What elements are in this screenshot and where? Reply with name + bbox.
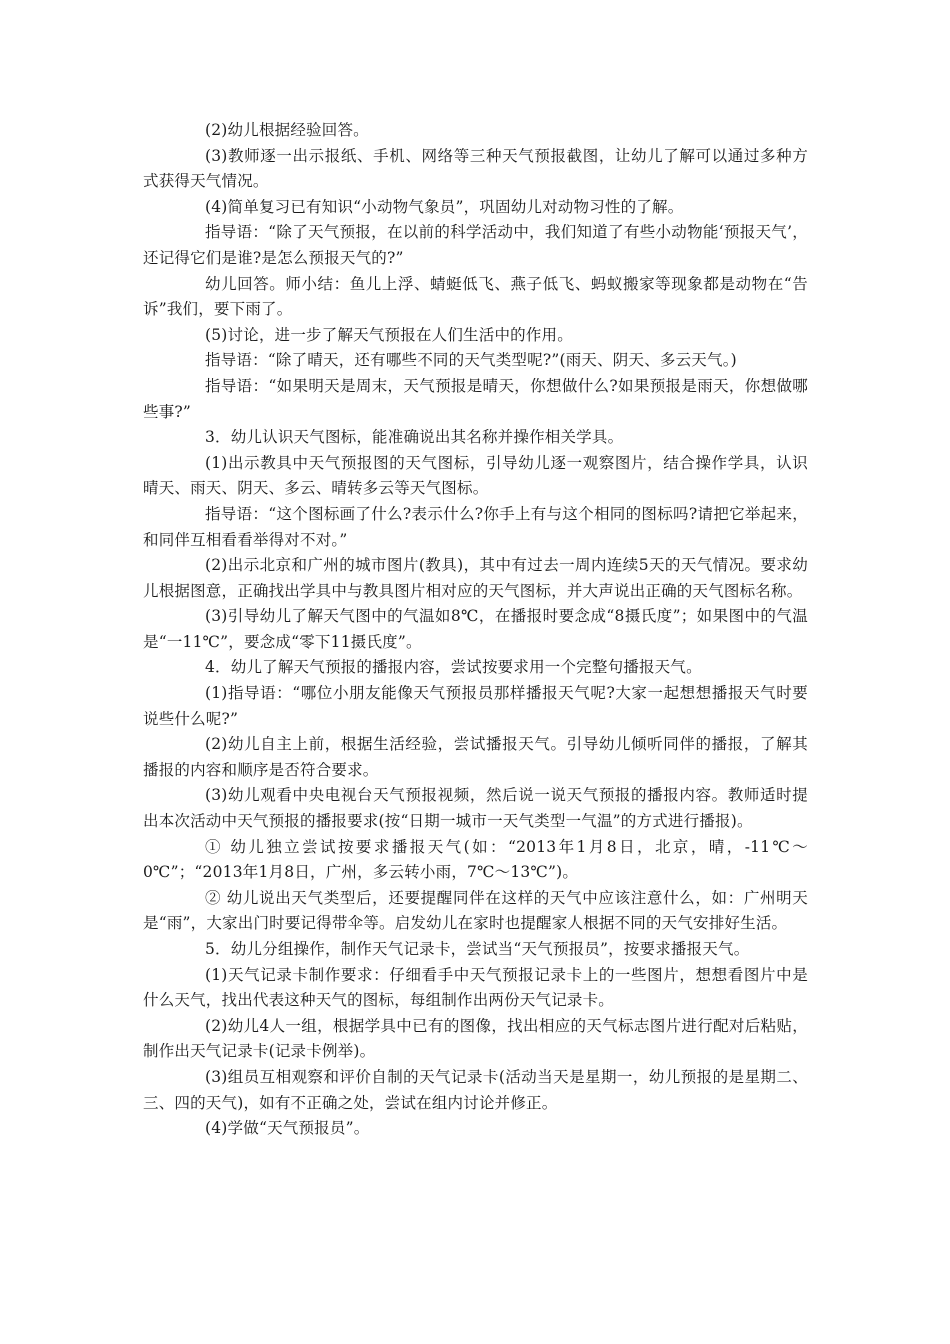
paragraph: (3)组员互相观察和评价自制的天气记录卡(活动当天是星期一，幼儿预报的是星期二、三、四的天气)，如有不正确之处，尝试在组内讨论并修正。 bbox=[143, 1067, 808, 1112]
paragraph: 4．幼儿了解天气预报的播报内容，尝试按要求用一个完整句播报天气。 bbox=[205, 658, 702, 677]
paragraph: (4)简单复习已有知识“小动物气象员”，巩固幼儿对动物习性的了解。 bbox=[205, 197, 684, 216]
paragraph: ② 幼儿说出天气类型后，还要提醒同伴在这样的天气中应该注意什么，如：广州明天是“雨”，大家出门时要记得带伞等。启发幼儿在家时也提醒家人根据不同的天气安排好生活。 bbox=[143, 888, 808, 933]
paragraph: (2)幼儿根据经验回答。 bbox=[205, 121, 369, 139]
paragraph: (2)幼儿自主上前，根据生活经验，尝试播报天气。引导幼儿倾听同伴的播报，了解其播报的内容和顺序是否符合要求。 bbox=[143, 735, 808, 779]
paragraph: (3)幼儿观看中央电视台天气预报视频，然后说一说天气预报的播报内容。教师适时提出本次活动中天气预报的播报要求(按“日期一城市一天气类型一气温”的方式进行播报)。 bbox=[143, 786, 808, 831]
paragraph: (2)出示北京和广州的城市图片(教具)，其中有过去一周内连续5天的天气情况。要求幼儿根据图意，正确找出学具中与教具图片相对应的天气图标，并大声说出正确的天气图标名称。 bbox=[143, 556, 808, 600]
paragraph: 指导语：“除了晴天，还有哪些不同的天气类型呢?”(雨天、阴天、多云天气。) bbox=[205, 351, 737, 370]
paragraph: 指导语：“这个图标画了什么?表示什么?你手上有与这个相同的图标吗?请把它举起来，和同伴互相看看举得对不对。” bbox=[143, 504, 808, 549]
paragraph: 指导语：“除了天气预报，在以前的科学活动中，我们知道了有些小动物能‘预报天气’，还记得它们是谁?是怎么预报天气的?” bbox=[143, 223, 808, 267]
paragraph: (1)指导语：“哪位小朋友能像天气预报员那样播报天气呢?大家一起想想播报天气时要说些什么呢?” bbox=[143, 684, 808, 728]
paragraph: 指导语：“如果明天是周末，天气预报是晴天，你想做什么?如果预报是雨天，你想做哪些事?” bbox=[143, 376, 808, 421]
paragraph: (1)天气记录卡制作要求：仔细看手中天气预报记录卡上的一些图片，想想看图片中是什么天气，找出代表这种天气的图标，每组制作出两份天气记录卡。 bbox=[143, 965, 808, 1010]
document-body bbox=[143, 118, 808, 1142]
paragraph: (2)幼儿4人一组，根据学具中已有的图像，找出相应的天气标志图片进行配对后粘贴，制作出天气记录卡(记录卡例举)。 bbox=[143, 1016, 808, 1061]
paragraph: (3)引导幼儿了解天气图中的气温如8℃，在播报时要念成“8摄氏度”；如果图中的气温是“一11℃”，要念成“零下11摄氏度”。 bbox=[143, 607, 808, 651]
paragraph: 幼儿回答。师小结：鱼儿上浮、蜻蜓低飞、燕子低飞、蚂蚁搬家等现象都是动物在“告诉”我们，要下雨了。 bbox=[143, 274, 808, 319]
paragraph: (3)教师逐一出示报纸、手机、网络等三种天气预报截图，让幼儿了解可以通过多种方式获得天气情况。 bbox=[143, 146, 808, 191]
paragraph: (4)学做“天气预报员”。 bbox=[205, 1119, 370, 1138]
paragraph: 5．幼儿分组操作，制作天气记录卡，尝试当“天气预报员”，按要求播报天气。 bbox=[205, 940, 750, 958]
paragraph: ① 幼儿独立尝试按要求播报天气(如：“2013年1月8日，北京，晴，-11℃～0℃”；“2013年1月8日，广州，多云转小雨，7℃～13℃”)。 bbox=[143, 837, 808, 882]
paragraph: 3．幼儿认识天气图标，能准确说出其名称并操作相关学具。 bbox=[205, 428, 624, 447]
paragraph: (5)讨论，进一步了解天气预报在人们生活中的作用。 bbox=[205, 325, 573, 344]
paragraph: (1)出示教具中天气预报图的天气图标，引导幼儿逐一观察图片，结合操作学具，认识晴天、雨天、阴天、多云、晴转多云等天气图标。 bbox=[143, 453, 808, 498]
